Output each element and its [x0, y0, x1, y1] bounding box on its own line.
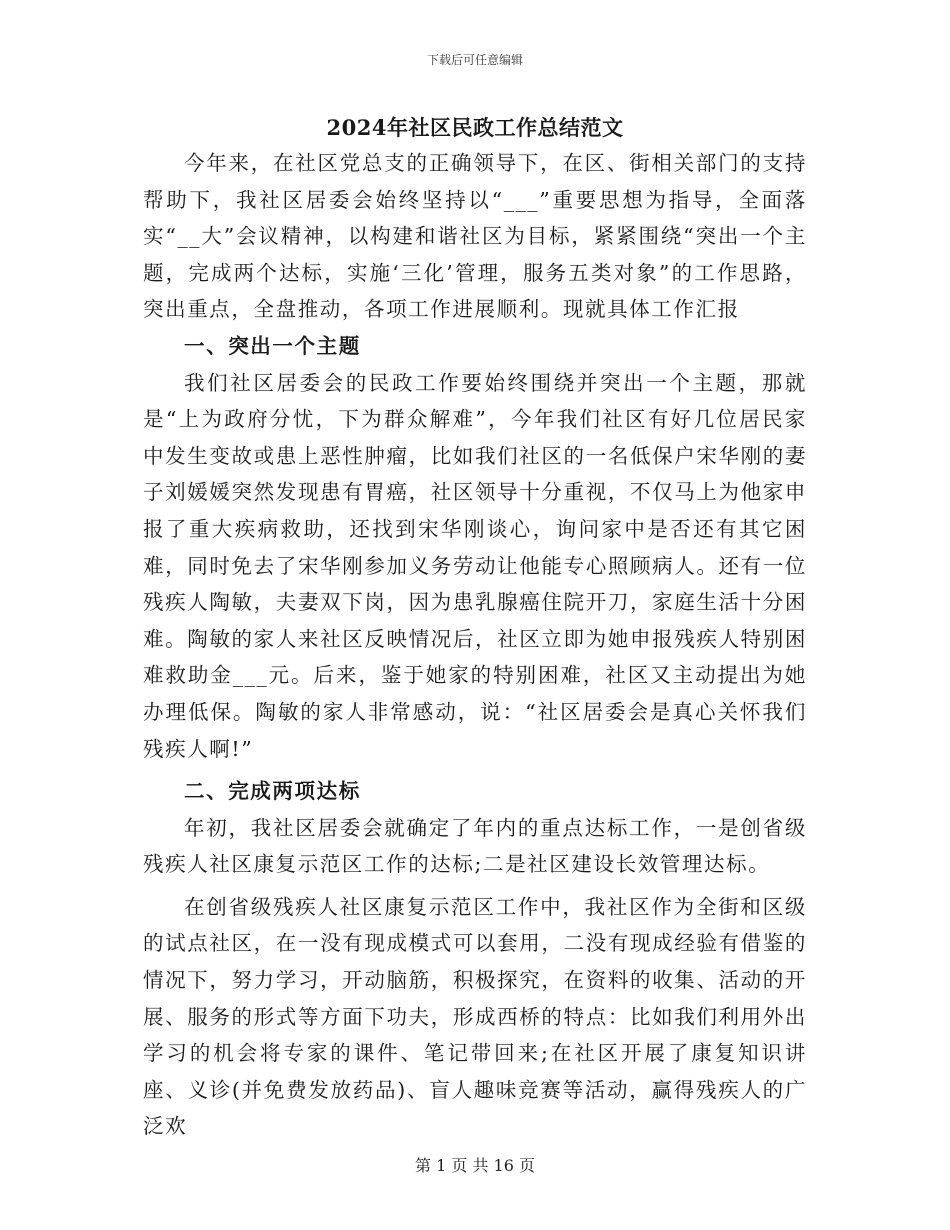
page-number: 第 1 页 共 16 页: [415, 1156, 535, 1175]
section-heading-2: 二、完成两项达标: [184, 779, 361, 804]
section2-paragraph-2: 在创省级残疾人社区康复示范区工作中，我社区作为全街和区级的试点社区，在一没有现成模式可以套用，二没有现成经验有借鉴的情况下，努力学习，开动脑筋，积极探究，在资料的收集、活动的开展、服务的形式等方面下功夫，形成西桥的特点：比如我们利用外出学习的机会将专家的课件、笔记带回来;在社区开展了康复知识讲座、义诊(并免费发放药品)、盲人趣味竞赛等活动，赢得残疾人的广泛欢: [143, 894, 807, 1139]
document-title: 2024年社区民政工作总结范文: [326, 115, 624, 140]
intro-paragraph: 今年来，在社区党总支的正确领导下，在区、街相关部门的支持帮助下，我社区居委会始终坚持以“___”重要思想为指导，全面落实“__大”会议精神，以构建和谐社区为目标，紧紧围绕“突出一个主题，完成两个达标，实施‘三化’管理，服务五类对象”的工作思路，突出重点，全盘推动，各项工作进展顺利。现就具体工作汇报: [143, 151, 807, 322]
section2-paragraph-1: 年初，我社区居委会就确定了年内的重点达标工作，一是创省级残疾人社区康复示范区工作的达标;二是社区建设长效管理达标。: [143, 815, 807, 877]
section1-paragraph: 我们社区居委会的民政工作要始终围绕并突出一个主题，那就是“上为政府分忧，下为群众解难”，今年我们社区有好几位居民家中发生变故或患上恶性肿瘤，比如我们社区的一名低保户宋华刚的妻子刘媛媛突然发现患有胃癌，社区领导十分重视，不仅马上为他家申报了重大疾病救助，还找到宋华刚谈心，询问家中是否还有其它困难，同时免去了宋华刚参加义务劳动让他能专心照顾病人。还有一位残疾人陶敏，夫妻双下岗，因为患乳腺癌住院开刀，家庭生活十分困难。陶敏的家人来社区反映情况后，社区立即为她申报残疾人特别困难救助金___元。后来，鉴于她家的特别困难，社区又主动提出为她办理低保。陶敏的家人非常感动，说：“社区居委会是真心关怀我们残疾人啊!”: [143, 370, 807, 761]
section-heading-1: 一、突出一个主题: [184, 333, 361, 358]
page-header-note: 下载后可任意编辑: [426, 53, 523, 67]
document-body: [143, 145, 807, 1145]
